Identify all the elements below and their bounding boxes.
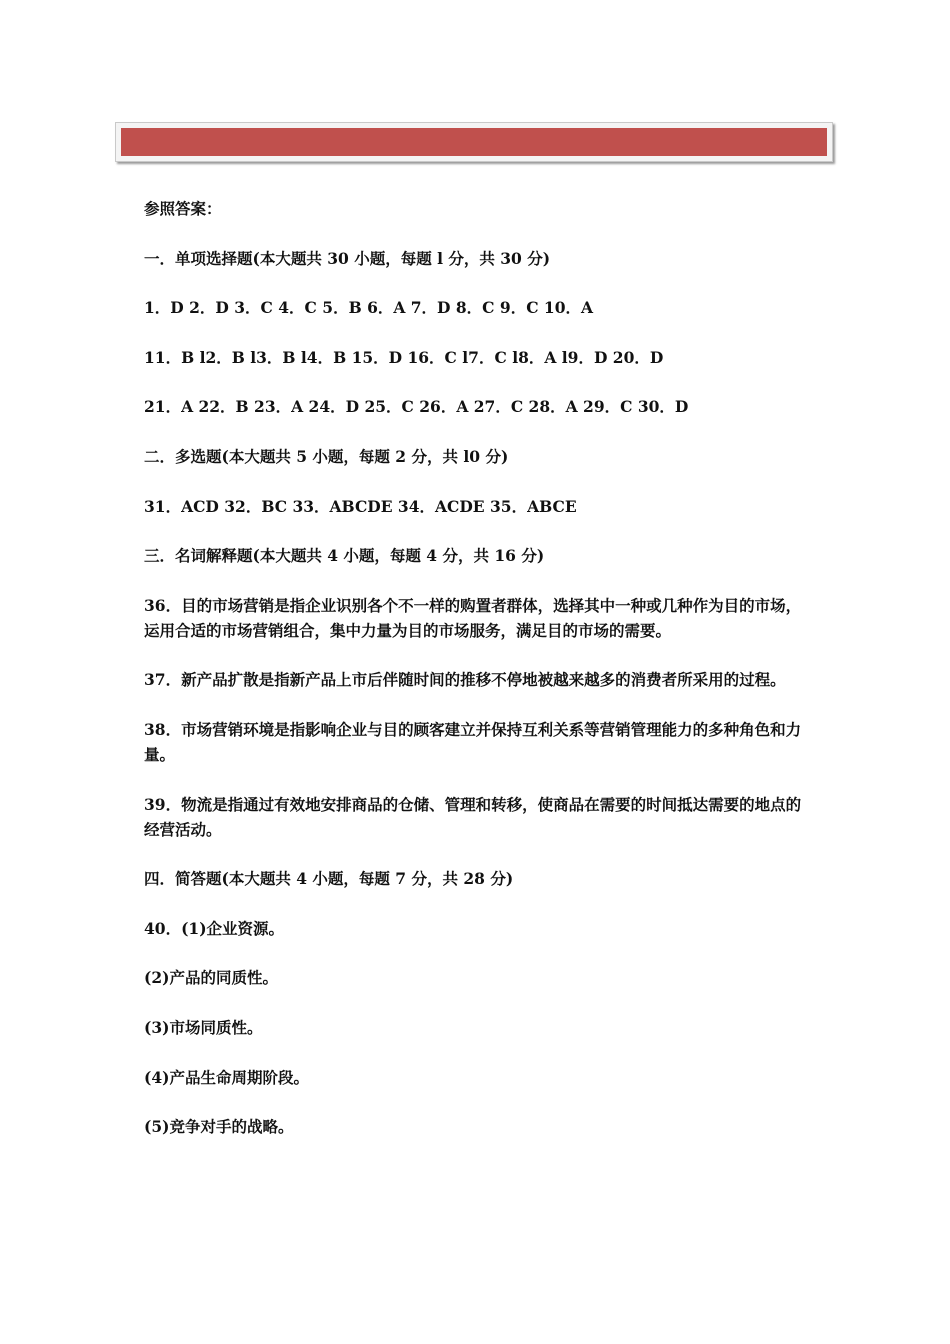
- answers-31-35: 31．ACD 32．BC 33．ABCDE 34．ACDE 35．ABCE: [144, 496, 577, 516]
- answer-36: 36．目的市场营销是指企业识别各个不一样的购置者群体，选择其中一种或几种作为目的市场，运用合适的市场营销组合，集中力量为目的市场服务，满足目的市场的需要。: [144, 595, 802, 640]
- answer-40-5: (5)竞争对手的战略。: [144, 1117, 294, 1137]
- section-4-heading: 四．简答题(本大题共 4 小题，每题 7 分，共 28 分): [144, 869, 514, 889]
- answers-1-10: 1．D 2．D 3．C 4．C 5．B 6．A 7．D 8．C 9．C 10．A: [144, 298, 594, 318]
- header-banner-fill: [121, 128, 827, 156]
- answer-39: 39．物流是指通过有效地安排商品的仓储、管理和转移，使商品在需要的时间抵达需要的地点的经营活动。: [144, 794, 802, 839]
- answer-40-1: 40．(1)企业资源。: [144, 918, 285, 938]
- answer-heading: 参照答案：: [144, 199, 222, 218]
- answers-11-20: 11．B l2．B l3．B l4．B 15．D 16．C l7．C l8．A l9．D 20．D: [144, 347, 664, 367]
- section-2-heading: 二．多选题(本大题共 5 小题，每题 2 分，共 l0 分): [144, 446, 509, 466]
- header-banner: [115, 122, 833, 162]
- answer-content: [144, 196, 810, 1164]
- answer-40-3: (3)市场同质性。: [144, 1017, 263, 1037]
- answers-21-30: 21．A 22．B 23．A 24．D 25．C 26．A 27．C 28．A 29．C 30．D: [144, 397, 689, 417]
- answer-40-2: (2)产品的同质性。: [144, 968, 278, 988]
- section-1-heading: 一．单项选择题(本大题共 30 小题，每题 l 分，共 30 分): [144, 248, 551, 268]
- answer-37: 37．新产品扩散是指新产品上市后伴随时间的推移不停地被越来越多的消费者所采用的过程。: [144, 670, 786, 690]
- answer-38: 38．市场营销环境是指影响企业与目的顾客建立并保持互利关系等营销管理能力的多种角色和力量。: [144, 719, 802, 764]
- answer-40-4: (4)产品生命周期阶段。: [144, 1067, 309, 1087]
- section-3-heading: 三．名词解释题(本大题共 4 小题，每题 4 分，共 16 分): [144, 546, 545, 566]
